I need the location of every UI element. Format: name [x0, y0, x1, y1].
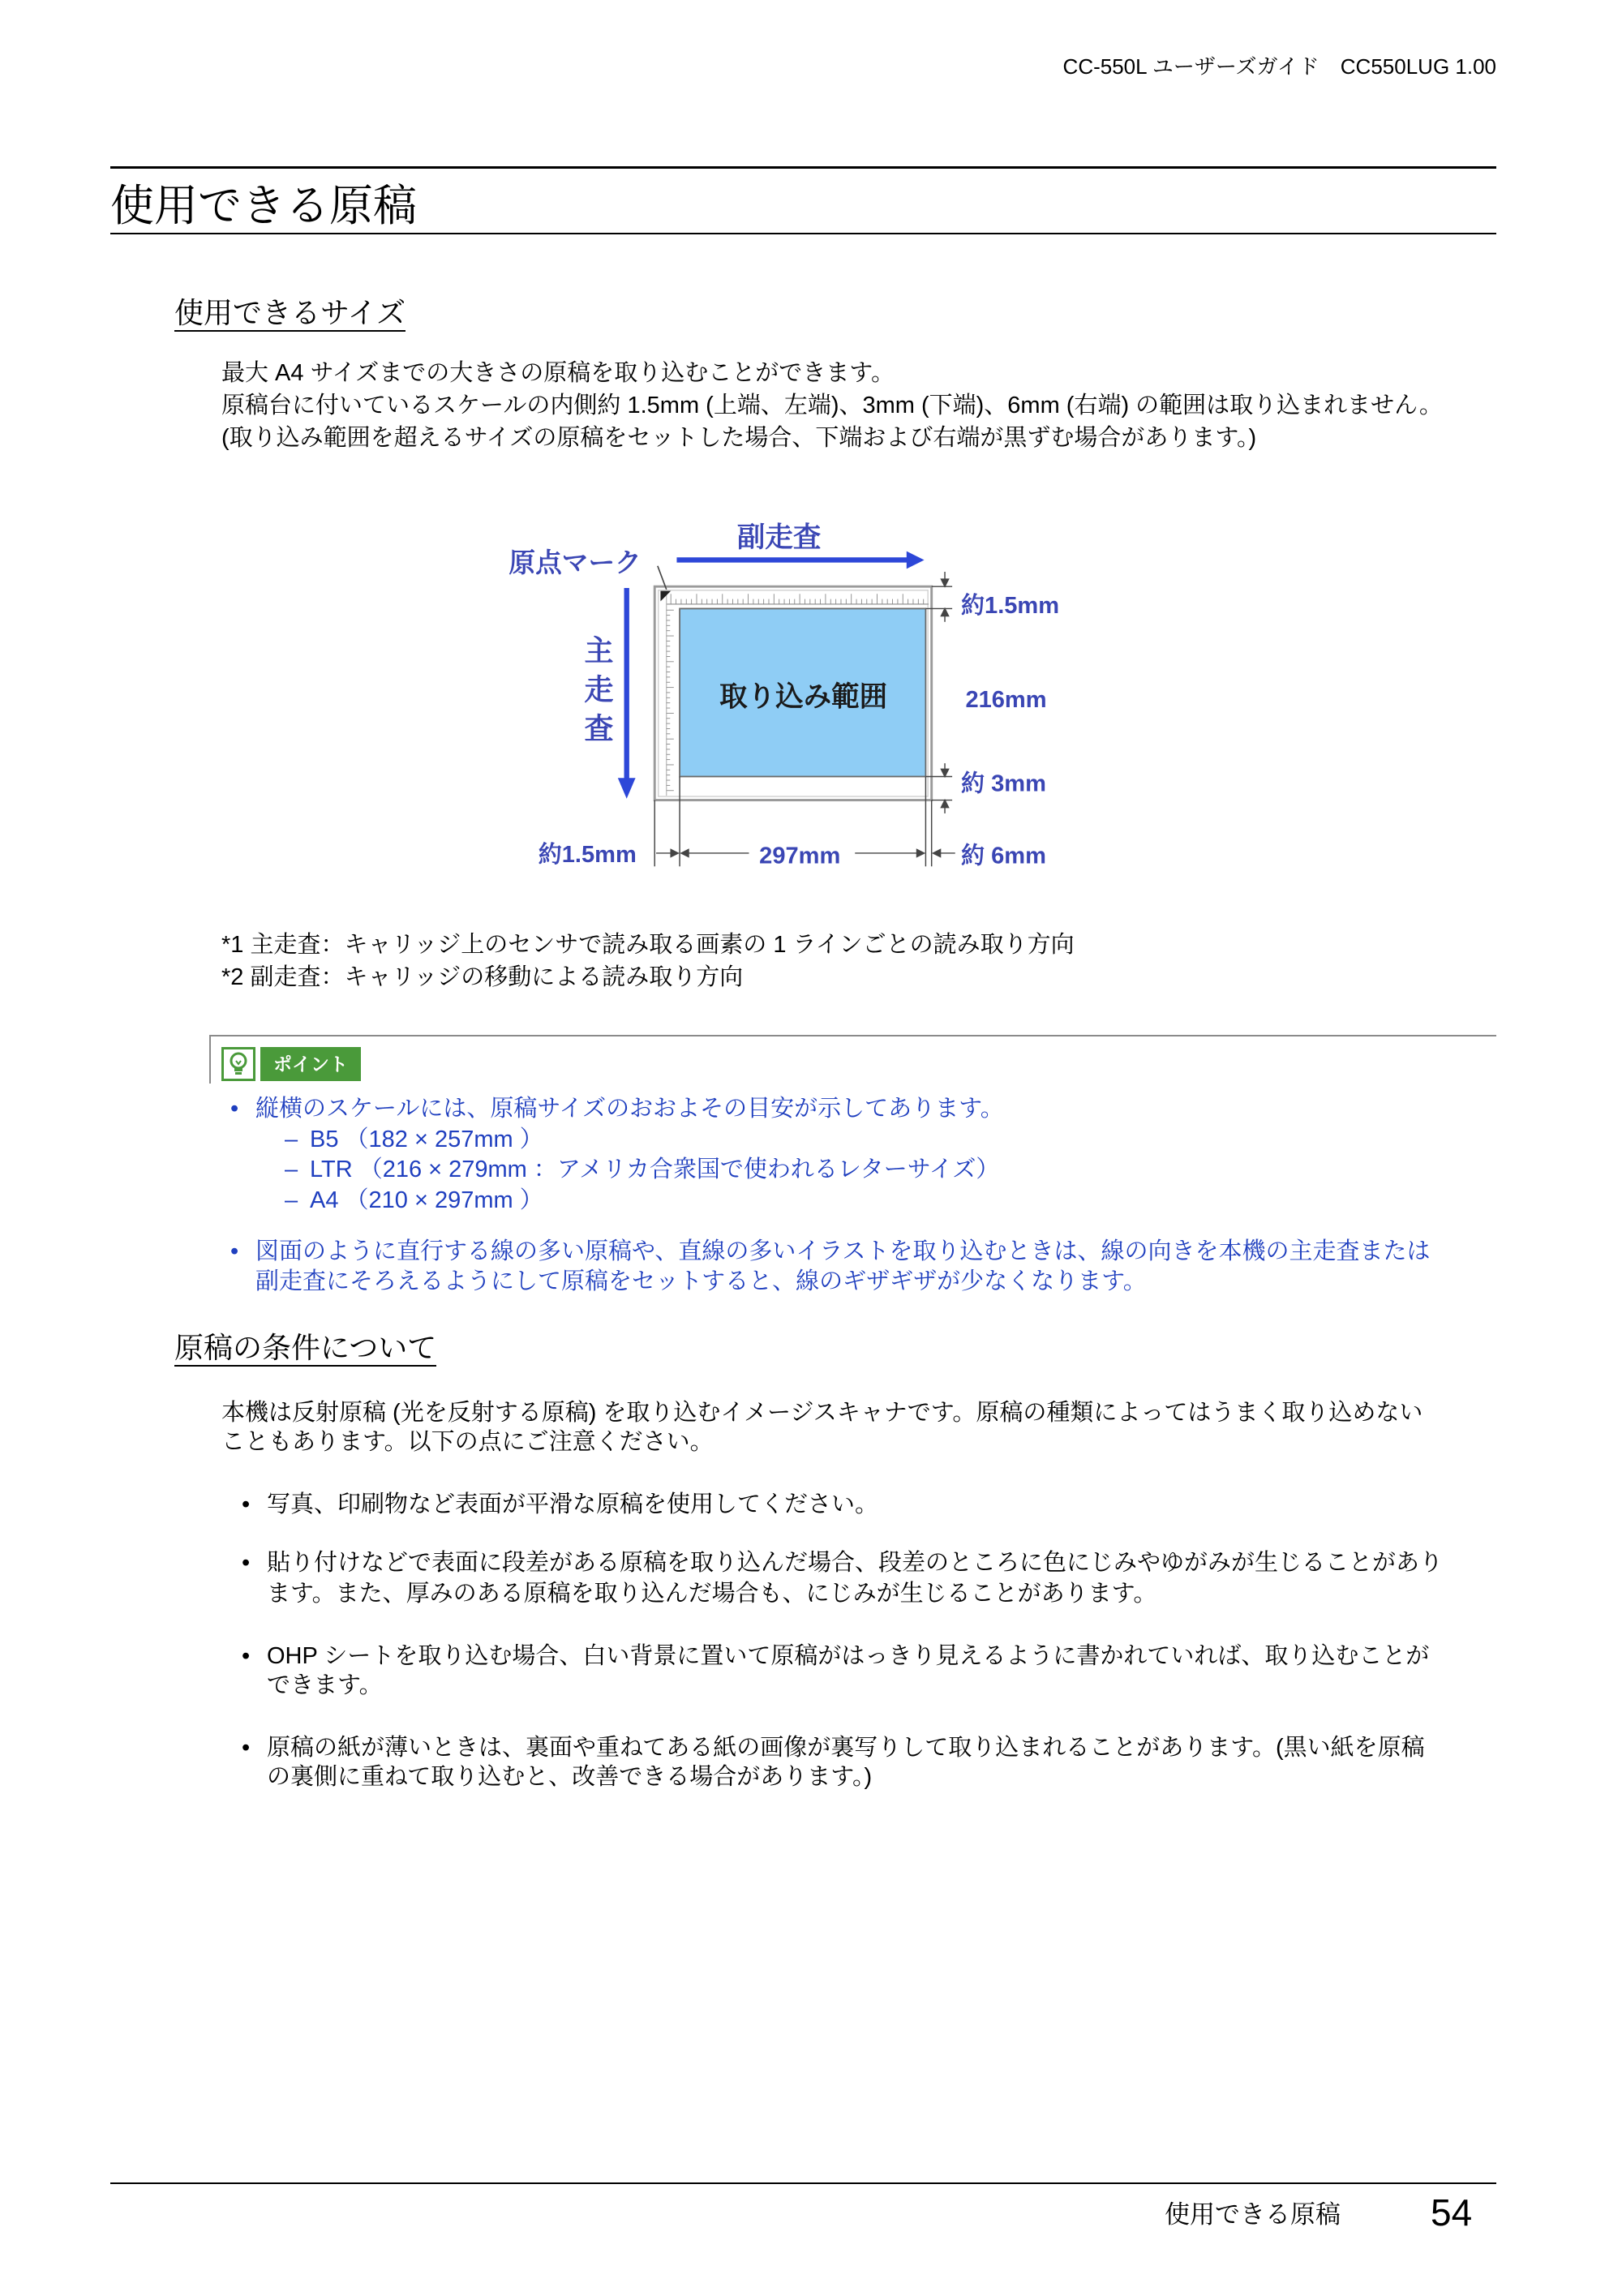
- dim-arrowhead: [681, 849, 689, 856]
- right-margin-label: 約 6mm: [961, 843, 1046, 869]
- point-bullet-glyph: •: [230, 1238, 239, 1264]
- top-margin-label: 約1.5mm: [961, 592, 1060, 619]
- bullet-glyph: •: [242, 1550, 251, 1576]
- origin-mark-label: 原点マーク: [508, 547, 642, 578]
- main-scan-arrow-head: [618, 778, 636, 798]
- dim-arrowhead: [671, 849, 678, 856]
- height-label: 216mm: [965, 687, 1047, 714]
- lightbulb-icon: [221, 1047, 255, 1081]
- point-subitem-dash: –: [285, 1157, 298, 1182]
- bullet-text: 原稿の紙が薄いときは、裏面や重ねてある紙の画像が裏写りして取り込まれることがあります。(黒い紙を原稿: [267, 1735, 1425, 1761]
- page-title: 使用できる原稿: [110, 182, 417, 230]
- point-badge-label: ポイント: [260, 1047, 361, 1081]
- paragraph-line: (取り込み範囲を超えるサイズの原稿をセットした場合、下端および右端が黒ずむ場合があります。): [221, 425, 1257, 451]
- section-heading-conditions: 原稿の条件について: [174, 1331, 436, 1367]
- point-badge: [221, 1047, 361, 1081]
- title-top-rule: [110, 166, 1496, 169]
- sub-scan-arrow-head: [907, 551, 925, 569]
- main-scan-label: 主走査: [581, 635, 614, 752]
- bullet-glyph: •: [242, 1735, 251, 1761]
- point-subitem-dash: –: [285, 1187, 298, 1213]
- point-box-left-rule: [209, 1035, 211, 1084]
- page-number: 54: [1431, 2191, 1473, 2234]
- footer-section-title: 使用できる原稿: [1165, 2200, 1341, 2229]
- bullet-text: ます。また、厚みのある原稿を取り込んだ場合も、にじみが生じることがあります。: [267, 1581, 1157, 1607]
- point-item-text: 副走査にそろえるようにして原稿をセットすると、線のギザギザが少なくなります。: [255, 1268, 1147, 1294]
- paragraph-line: 本機は反射原稿 (光を反射する原稿) を取り込むイメージスキャナです。原稿の種類によってはうまく取り込めない: [221, 1400, 1423, 1426]
- lightbulb-glyph: [227, 1051, 250, 1077]
- scan-area-label: 取り込み範囲: [719, 681, 888, 713]
- left-margin-label: 約1.5mm: [538, 841, 637, 868]
- scan-area-diagram: [501, 516, 1076, 877]
- dim-arrowhead: [933, 849, 941, 856]
- dim-arrowhead: [941, 579, 948, 586]
- bullet-text: の裏側に重ねて取り込むと、改善できる場合があります。): [267, 1764, 873, 1790]
- point-item-text: 図面のように直行する線の多い原稿や、直線の多いイラストを取り込むときは、線の向きを本機の主走査または: [255, 1238, 1431, 1264]
- dim-arrowhead: [917, 849, 925, 856]
- dim-arrowhead: [941, 800, 948, 808]
- paragraph-line: 最大 A4 サイズまでの大きさの原稿を取り込むことができます。: [221, 360, 895, 386]
- point-subitem-text: LTR （216 × 279mm ：アメリカ合衆国で使われるレターサイズ）: [310, 1157, 1000, 1182]
- point-item-text: 縦横のスケールには、原稿サイズのおおよその目安が示してあります。: [255, 1096, 1004, 1122]
- point-subitem-dash: –: [285, 1127, 298, 1152]
- point-bullet-glyph: •: [230, 1096, 239, 1122]
- point-box-top-rule: [209, 1035, 1496, 1036]
- point-subitem-text: A4 （210 × 297mm ）: [310, 1187, 543, 1213]
- dim-arrowhead: [941, 608, 948, 616]
- paragraph-line: 原稿台に付いているスケールの内側約 1.5mm (上端、左端)、3mm (下端)、6mm (右端) の範囲は取り込まれません。: [221, 393, 1443, 418]
- footer-rule: [110, 2182, 1496, 2184]
- footnote: *1 主走査：キャリッジ上のセンサで読み取る画素の 1 ラインごとの読み取り方向: [221, 932, 1075, 958]
- title-bottom-rule: [110, 233, 1496, 234]
- dim-arrowhead: [941, 769, 948, 776]
- bullet-glyph: •: [242, 1491, 251, 1517]
- sub-scan-label: 副走査: [736, 522, 822, 554]
- section-heading-sizes: 使用できるサイズ: [174, 296, 406, 332]
- bullet-text: できます。: [267, 1672, 383, 1698]
- bullet-glyph: •: [242, 1643, 251, 1669]
- document-header: CC-550L ユーザーズガイド CC550LUG 1.00: [1062, 54, 1496, 79]
- point-subitem-text: B5 （182 × 257mm ）: [310, 1127, 543, 1152]
- bottom-margin-label: 約 3mm: [961, 770, 1046, 797]
- width-label: 297mm: [759, 843, 841, 869]
- bullet-text: OHP シートを取り込む場合、白い背景に置いて原稿がはっきり見えるように書かれていれば、取り込むことが: [267, 1643, 1430, 1669]
- footnote: *2 副走査：キャリッジの移動による読み取り方向: [221, 964, 744, 990]
- bullet-text: 写真、印刷物など表面が平滑な原稿を使用してください。: [267, 1491, 879, 1517]
- paragraph-line: こともあります。以下の点にご注意ください。: [221, 1429, 714, 1455]
- bullet-text: 貼り付けなどで表面に段差がある原稿を取り込んだ場合、段差のところに色にじみやゆがみが生じることがあり: [267, 1550, 1444, 1576]
